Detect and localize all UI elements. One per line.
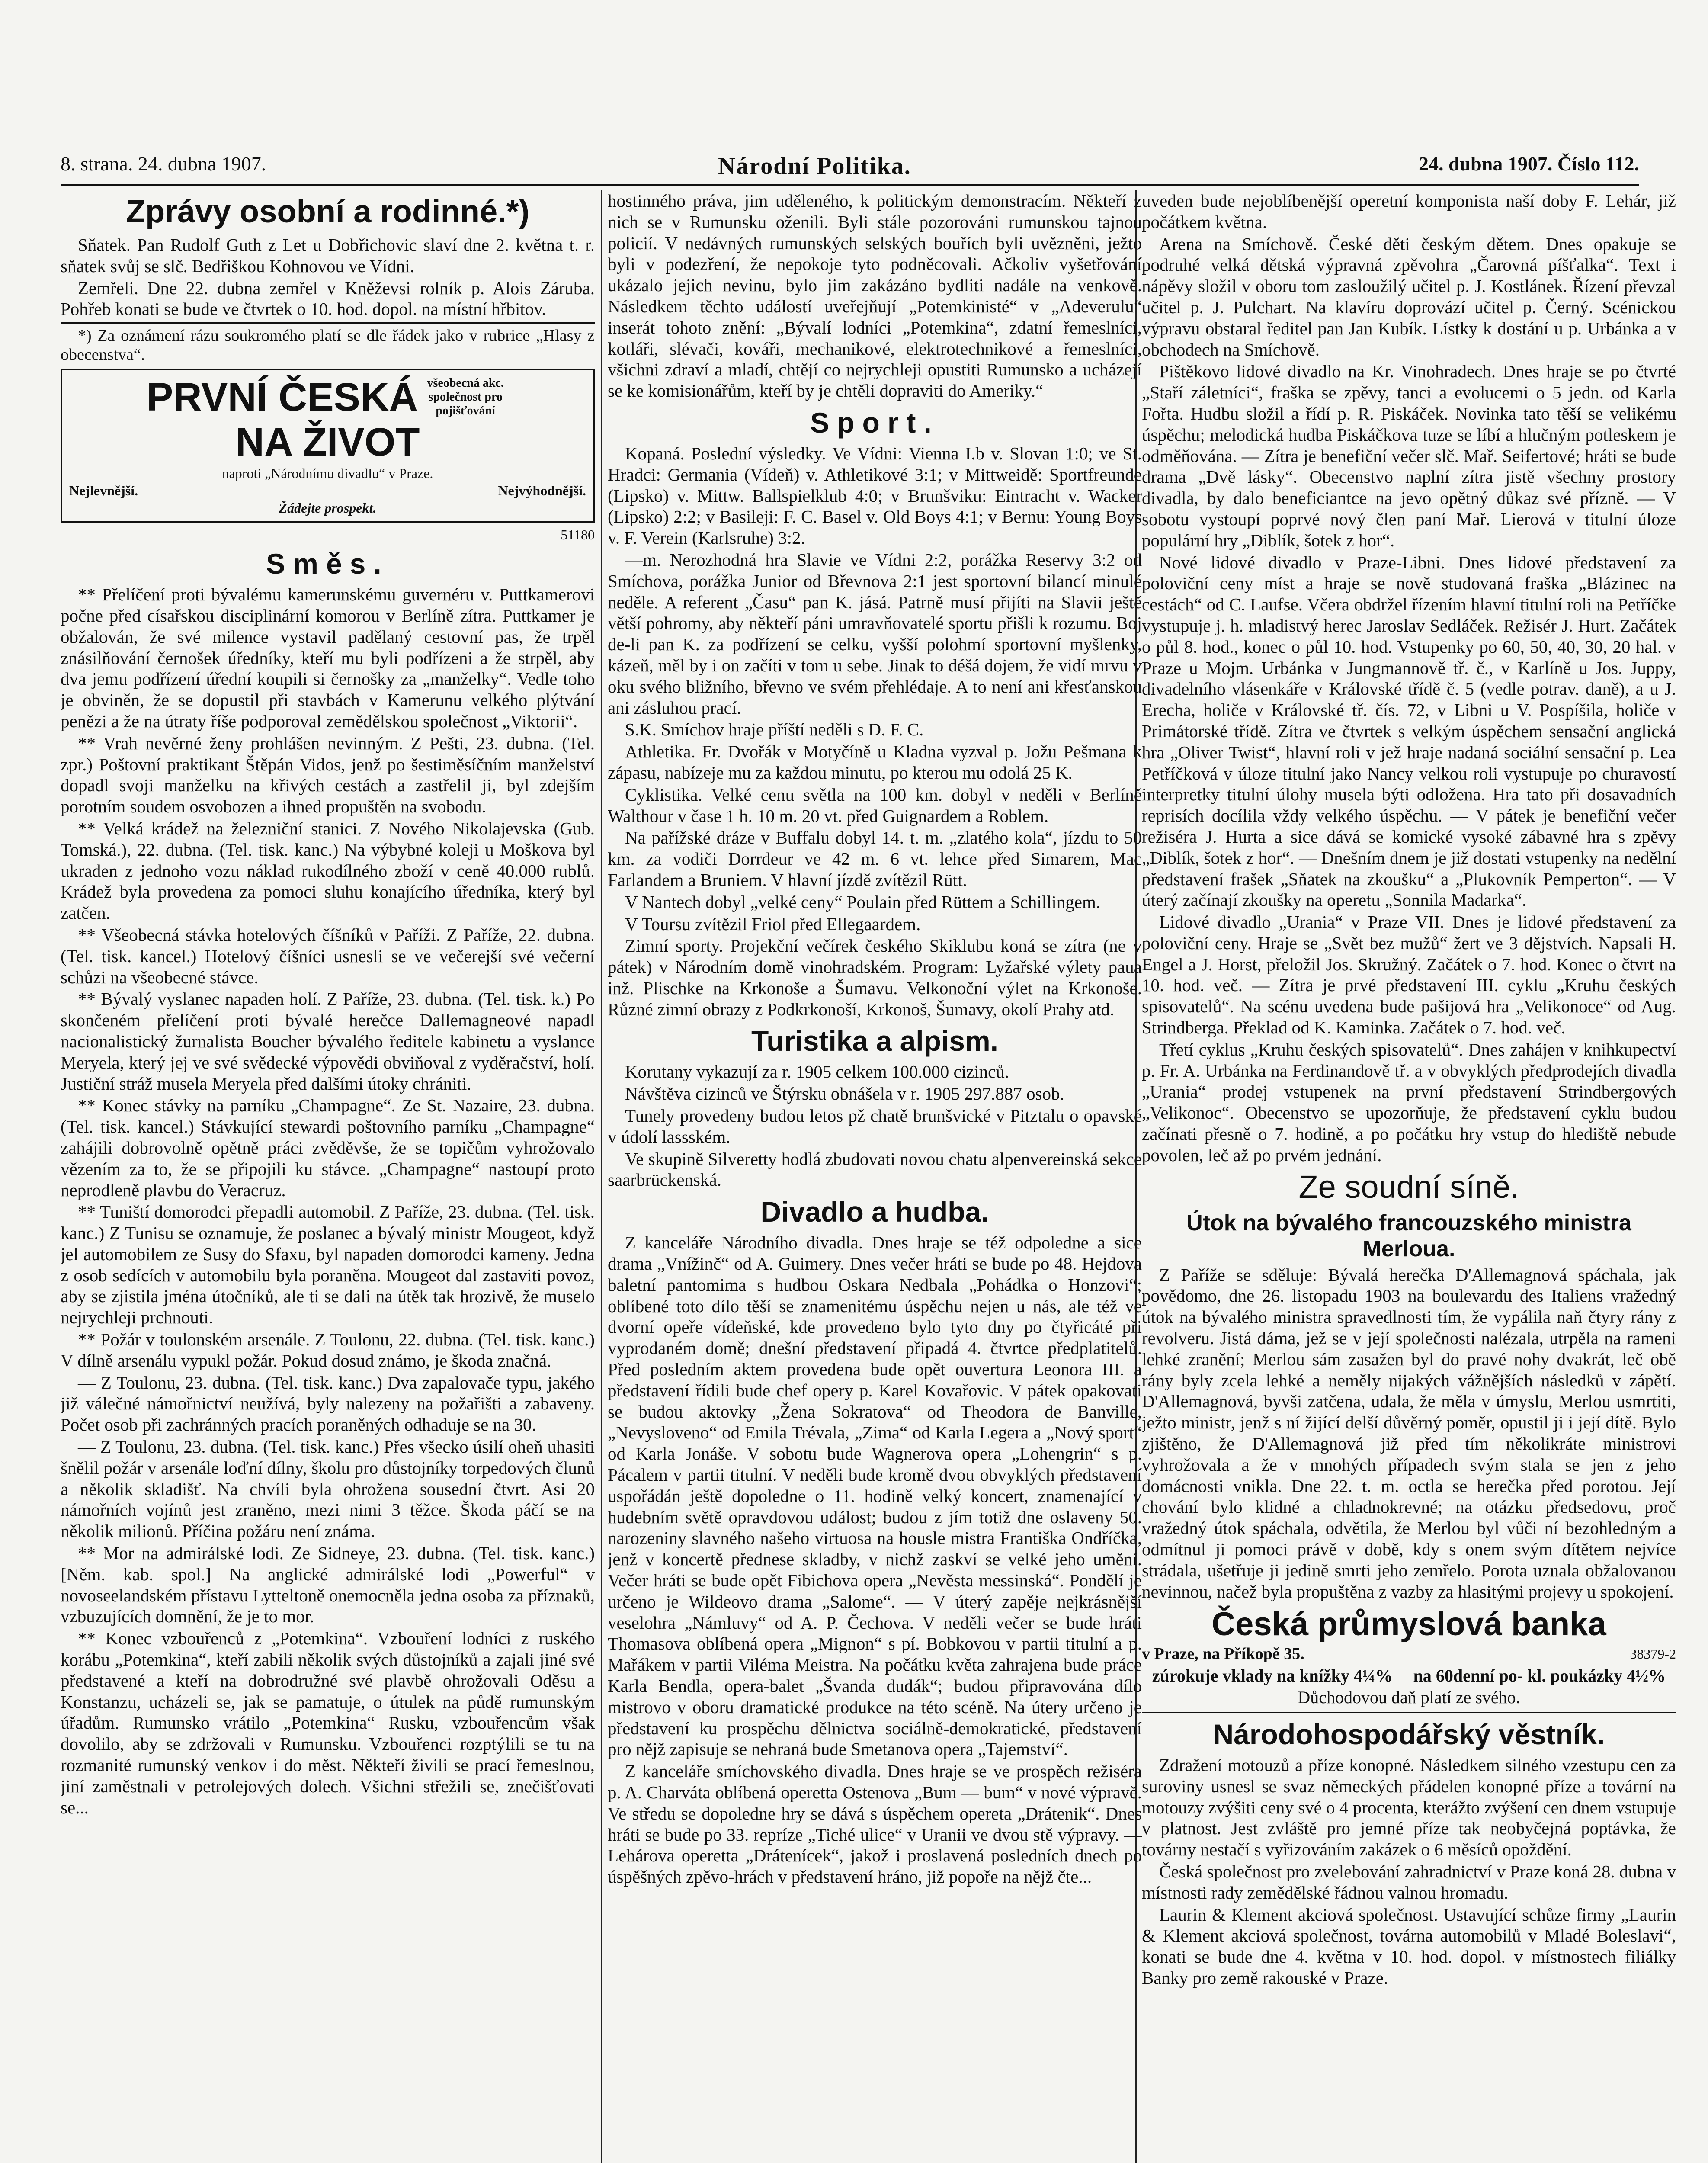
ad-address: naproti „Národnímu divadlu“ v Praze.	[222, 465, 433, 481]
header-masthead: Národní Politika.	[718, 153, 911, 180]
ad-headline-right: NA ŽIVOT	[235, 420, 420, 465]
article-paragraph: Třetí cyklus „Kruhu českých spisovatelů“. Dnes zahájen v knihkupectví p. Fr. A. Urbánka na Ferdinandově tř. a v obvyklých předprodejích divadla „Urania“ prodej vstupenek na první představení Strindbergových „Velikonoc“. Obecenstvo se upozorňuje, že představení cyklu budou začínati přesně o 7. hodině, a po počátku hry vstup do hlediště nebude povolen, leč až po prvém jednání.	[1142, 1039, 1676, 1165]
article-paragraph: V Nantech dobyl „velké ceny“ Poulain před Rüttem a Schillingem.	[625, 892, 1101, 912]
header-rule	[61, 184, 1639, 186]
section-title-court: Ze soudní síně.	[1298, 1168, 1519, 1205]
bank-tax-note: Důchodovou daň platí ze svého.	[1298, 1688, 1520, 1707]
article-paragraph: Zimní sporty. Projekční večírek českého Skiklubu koná se zítra (ne v pátek) v Národním domě vinohradském. Program: Lyžařské výlety paua inž. Plischke na Krkonoše a Šumavu. Velkonoční výlet na Krkonoše. Různé zimní obrazy z Podkrkonoší, Krkonoš, Šumavy, okolí Prahy atd.	[608, 936, 1142, 1019]
article-paragraph: ** Velká krádež na železniční stanici. Z Nového Nikolajevska (Gub. Tomská.), 22. dubna. (Tel. tisk. kanc.) Na výbybné koleji u Moškova byl ukraden z jednoho vozu náklad rukodílného zboží v ceně 40.000 rublů. Krádež byla provedena za pomoci sluhu konajícího úředníka, který byl zatčen.	[61, 818, 595, 923]
article-paragraph: Návštěva cizinců ve Štýrsku obnášela v r. 1905 297.887 osob.	[625, 1084, 1064, 1104]
article-paragraph: — Z Toulonu, 23. dubna. (Tel. tisk. kanc.) Přes všecko úsilí oheň uhasiti šnělil požár v arsenále loďní dílny, školu pro důstojníky torpedových člunů a několik skladišť. Na chvíli byla ohrožena sousední čtvrt. Asi 20 námořních vojínů jest zraněno, mezi nimi 3 těžce. Škoda páčí se na několik milionů. Příčina požáru není známa.	[61, 1437, 595, 1541]
article-paragraph: Arena na Smíchově. České děti českým dětem. Dnes opakuje se podruhé velká dětská výpravná zpěvohra „Čarovná píšťalka“. Text i nápěvy složil v oboru tom zasloužilý učitel p. J. Kostlánek. Řízení převzal učitel p. J. Pulchart. Na klavíru doprovází učitel p. Černý. Scénickou výpravu obstaral ředitel pan Jan Kubík. Lístky k dostání u p. Urbánka a v obchodech na Smíchově.	[1142, 234, 1676, 359]
article-paragraph: Na pařížské dráze v Buffalu dobyl 14. t. m. „zlatého kola“, jízdu to 50 km. za vodiči Dorrdeur ve 42 m. 6 vt. lehce před Simarem, Mac Farlandem a Bruniem. V hlavní jízdě zvítězil Rütt.	[608, 828, 1142, 890]
article-paragraph: — Z Toulonu, 23. dubna. (Tel. tisk. kanc.) Dva zapalovače typu, jakého již válečné námořnictví neužívá, byly nalezeny na požařišti a zabaveny. Počet osob při zachránných pracích poraněných odhaduje se na 30.	[61, 1372, 595, 1435]
article-paragraph: Ve skupině Silveretty hodlá zbudovati novou chatu alpenvereinská sekce saarbrückenská.	[608, 1149, 1142, 1190]
ad-company-type: všeobecná akc. společnost pro pojišťování	[427, 376, 504, 418]
bank-ad-number: 38379-2	[1630, 1646, 1676, 1662]
article-paragraph: ** Vrah nevěrné ženy prohlášen nevinným. Z Pešti, 23. dubna. (Tel. zpr.) Poštovní praktikant Štěpán Vidos, jenž po šestiměsíčním manželství dopadl svoji manželku na křivých cestách a zastřelil ji, byl zdejším porotním soudem osvobozen a ihned propuštěn na svobodu.	[61, 733, 595, 817]
section-title-sport: Sport.	[810, 406, 939, 439]
ad-number: 51180	[561, 527, 595, 543]
court-article-headline: Útok na bývalého francouzského ministra Merloua.	[1186, 1210, 1631, 1261]
article-paragraph: ** Tuniští domorodci přepadli automobil. Z Paříže, 23. dubna. (Tel. tisk. kanc.) Z Tunisu se oznamuje, že poslanec a bývalý ministr Mougeot, když jel automobilem ze Susy do Sfaxu, byl napaden domorodci kameny. Jedna z osob sedících v automobilu byla poraněna. Mougeot dal zastaviti povoz, aby se zjistila jména útočníků, ale ti se dali na útěk tak hrozivě, že muselo nejrychleji prchnouti.	[61, 1202, 595, 1328]
column-2	[608, 190, 1142, 2163]
footnote: *) Za oznámení rázu soukromého platí se dle řádek jako v rubrice „Hlasy z obecenstva“.	[61, 322, 595, 364]
article-paragraph: —m. Nerozhodná hra Slavie ve Vídni 2:2, porážka Reservy 3:2 od Smíchova, porážka Junior od Břevnova 2:1 jest sportovní bilancí minulé neděle. A referent „Času“ pan K. jásá. Patrně musí přijíti na Slavii ještě větší pohromy, aby někteří páni umravňovatelé sportu přišli k rozumu. Boj de-li pan K. za podřízení se celku, vyšší polohmí sportovní myšlenky, kázeň, měl by i on začíti v tom u sebe. Jinak to déšá dojem, že vidí mrvu v oku svého bližního, břevno ve svém přehlédaje. A to není ani křesťanskou ani zásluhou prací.	[608, 549, 1142, 718]
article-paragraph: ** Přelíčení proti bývalému kamerunskému guvernéru v. Puttkamerovi počne před císařskou disciplinární komorou v Berlíně zítra. Puttkamer je obžalován, že své milence vystavil padělaný cestovní pas, že trpěl znásilňování černošek úředníky, kteří mu byli podřízeni a že strpěl, aby dva jemu podřízení úřední koupili si černošky za „manželky“. Vedle toho je obviněn, že se dopustil při stavbách v Kamerunu velkého plýtvání penězi a že na útraty říše podporoval zemědělskou společnost „Viktorii“.	[61, 584, 595, 731]
bank-rate-deposits: zúrokuje vklady na knížky 4¼%	[1152, 1666, 1393, 1686]
page-header	[61, 152, 1639, 178]
divider	[1142, 1712, 1676, 1713]
article-paragraph: Nové lidové divadlo v Praze-Libni. Dnes lidové představení za poloviční ceny míst a hraje se nově studovaná fraška „Blázinec na cestách“ od C. Laufse. Včera obdržel řízením hlavní titulní roli na Petříčke vystupuje j. h. mladistvý herec Jaroslav Sedláček. Režisér J. Hurt. Začátek o půl 8. hod., konec o půl 10. hod. Vstupenky po 60, 50, 40, 30, 20 hal. v Praze u Mojm. Urbánka v Jungmannově tř. č., v Karlíně u Jos. Juppy, divadelního vlásenkáře v Královské třídě č. 5 (vedle potrav. daně), a u J. Erecha, holiče v Královské tř. čís. 72, v Libni u V. Pospíšila, holiče v Primátorské třídě. Zítra ve čtvrtek s velkým úspěchem sensační anglická hra „Oliver Twist“, hlavní roli v jež hraje nadaná sociální sensační p. Lea Petříčková v úloze titulní jako Nancy velkou roli vystupuje po churavostí interpretky titulní úlohy musela býti odložena. Hra tato při dosavadních reprisích docílila vždy velkého úspěchu. — V pátek je benefiční večer režiséra J. Hurta a sice dává se komické vysoké zábavné hra s zpěvy „Diblík, šotek z hor“. — Dnešním dnem je již dostati vstupenky na nedělní představení frašek „Sňatek na zkoušku“ a „Plukovník Pemperton“. — V úterý začínají zkoušky na operetu „Sonnila Madarka“.	[1142, 552, 1676, 910]
header-page-date: 8. strana. 24. dubna 1907.	[61, 153, 266, 175]
article-paragraph: Cyklistika. Velké cenu světla na 100 km. dobyl v neděli v Berlíně Walthour v čase 1 h. 10 m. 20 vt. před Guignardem a Roblem.	[608, 784, 1142, 826]
section-title-misc: Směs.	[266, 548, 389, 580]
ad-headline-left: PRVNÍ ČESKÁ	[146, 375, 418, 420]
article-paragraph: Z kanceláře Národního divadla. Dnes hraje se též odpoledne a sice drama „Vnížinč“ od A. Guimery. Dnes večer hráti se bude po 48. Hejdova baletní pantomima s hudbou Oskara Nedbala „Pohádka o Honzovi“; oblíbené toto dílo těší se znamenitému úspěchu nejen u nás, ale též ve dvorní opeře vídeňské, kde provedeno bylo tyto dny po čtyřicáté při vyprodaném domě; dnešní představení připadá 4. čtvrtce předplatitelů. Před posledním aktem provedena bude opět ouvertura Leonora III. a představení řídili bude chef opery p. Karel Kovařovic. V pátek opakovati se budou aktovky „Žena Sokratova“ od Theodora de Banville, „Nevysloveno“ od Emila Trévala, „Zima“ od Karla Legera a „Nový sport“ od Karla Jonáše. V sobotu bude Wagnerova opera „Lohengrin“ s p. Pácalem v partii titulní. V neděli bude kromě dvou obvyklých představení uspořádán ještě dopoledne o 11. hodině velký koncert, znamenající v hudebním světě opravdovou událost; budou z jím totiž dne oslaveny 50. narozeniny slavného našeho virtuosa na housle mistra Františka Ondříčka, jenž v koncertě přednese skladby, v nichž zaskví se velké jeho umění. Večer hráti se bude opět Fibichova opera „Nevěsta messinská“. Pondělí je určeno je Wildeovo drama „Salome“. — V úterý zapěje nejkrásnější veselohra „Námluvy“ od A. P. Čechova. V neděli večer se bude hráti Thomasova oblíbená opera „Mignon“ s pí. Bobkovou v partii titulní a p. Mařákem v partii Viléma Meistra. Na počátku květa zahrajena bude práce Karla Bendla, opera-balet „Švanda dudák“; budou připravována dílo mistrovo v oboru dramatické produkce na této scéně. Na útery určeno je představení ku prospěchu dělnictva sociálně-demokratické, představení pro nějž zapisuje se nehraná bude Smetanova opera „Tajemství“.	[608, 1232, 1142, 1759]
bank-advertisement	[1142, 1605, 1676, 1708]
section-title-personal: Zprávy osobní a rodinné.*)	[125, 193, 530, 229]
bank-rate-vouchers: na 60denní po- kl. poukázky 4½%	[1413, 1666, 1666, 1686]
article-paragraph: Korutany vykazují za r. 1905 celkem 100.000 cizinců.	[625, 1062, 1009, 1082]
article-paragraph: Česká společnost pro zvelebování zahradnictví v Praze koná 28. dubna v místnosti rady zemědělské řádnou valnou hromadu.	[1142, 1861, 1676, 1903]
article-paragraph: Laurin & Klement akciová společnost. Ustavující schůze firmy „Laurin & Klement akciová společnost, továrna automobilů v Mladé Boleslavi“, konati se bude dne 4. května v 10. hod. dopol. v místnostech filiálky Banky pro země rakouské v Praze.	[1142, 1904, 1676, 1988]
header-issue: 24. dubna 1907. Číslo 112.	[1419, 153, 1639, 175]
article-paragraph: S.K. Smíchov hraje příští neděli s D. F. C.	[625, 719, 924, 740]
article-paragraph: Zemřeli. Dne 22. dubna zemřel v Kněževsi rolník p. Alois Záruba. Pohřeb konati se bude ve čtvrtek o 10. hod. dopol. na místní hřbitov.	[61, 278, 595, 319]
article-paragraph: ** Bývalý vyslanec napaden holí. Z Paříže, 23. dubna. (Tel. tisk. k.) Po skončeném přelíčení proti bývalé herečce Dallemagneové napadl nacionalistický žurnalista Boucher bývalého ředitele kabinetu a vyslance Meryela, který jej ve své svědecké výpovědi obviňoval z vyděračství, holí. Justiční stráž musela Meryela před dalšími útoky chrániti.	[61, 989, 595, 1094]
article-paragraph: Pištěkovo lidové divadlo na Kr. Vinohradech. Dnes hraje se po čtvrté „Staří záletníci“, fraška se zpěvy, tanci a evolucemi o 5 jedn. od Karla Fořta. Hudbu složil a řídí p. R. Piskáček. Novinka tato těší se velikému úspěchu; melodická hudba Piskáčkova tuze se líbí a hlučným potleskem je odměňována. — Zítra je benefiční večer slč. Mař. Seifertové; hráti se bude drama „Dvě lásky“. Obecenstvo naplní zítra jistě všechny prostory divadla, by dalo beneficiantce na jevo opětný důkaz své přízně. — V sobotu vystoupí poprvé nový člen paní Mař. Lierová v titulní úloze populární hry „Diblík, šotek z hor“.	[1142, 361, 1676, 550]
article-paragraph: Z kanceláře smíchovského divadla. Dnes hraje se ve prospěch režiséra p. A. Charváta oblíbená operetta Ostenova „Bum — bum“ v nové výpravě. Ve středu se dopoledne hry se dává s úspěchem opereta „Drátenik“. Dnes hráti se bude po 33. repríze „Tiché ulice“ v Uranii ve dvou stě výpravy. — Lehárova operetta „Drátenícek“, jakož i proslavená posledních dnech po úspěšných zpěvo-hrách v představení hráno, již popoře na nějž čte...	[608, 1761, 1142, 1887]
article-paragraph: V Toursu zvítězil Friol před Ellegaardem.	[625, 914, 921, 934]
article-paragraph: ** Požár v toulonském arsenále. Z Toulonu, 22. dubna. (Tel. tisk. kanc.) V dílně arsenálu vypukl požár. Pokud dosud známo, je škoda značná.	[61, 1329, 595, 1370]
article-paragraph: Athletika. Fr. Dvořák v Motyčíně u Kladna vyzval p. Jožu Pešmana k zápasu, nabízeje mu za každou minutu, po kterou mu odolá 25 K.	[608, 741, 1142, 783]
bank-address: v Praze, na Příkopě 35.	[1142, 1645, 1304, 1663]
section-title-tourism: Turistika a alpism.	[751, 1025, 998, 1057]
article-paragraph: Kopaná. Poslední výsledky. Ve Vídni: Vienna I.b v. Slovan 1:0; ve St. Hradci: Germania (Vídeň) v. Athletikové 3:1; v Mittweidě: Sportfreunde (Lipsko) v. Mittw. Ballspielklub 4:0; v Brunšviku: Eintracht v. Wacker (Lipsko) 2:2; v Basileji: F. C. Basel v. Old Boys 4:1; v Bernu: Young Boys v. F. Verein (Karlsruhe) 3:2.	[608, 443, 1142, 548]
article-paragraph: Z Paříže se sděluje: Bývalá herečka D'Allemagnová spáchala, jak povědomo, dne 26. listopadu 1903 na boulevardu des Italiens vražedný útok na bývalého ministra spravedlnosti tím, že vypálila naň čtyry rány z revolveru. Jistá dáma, jež se v její společnosti nalézala, utrpěla na rameni lehké zranění; Merlou sám zasažen byl do pravé nohy dvakrát, leč obě rány byly zcela lehké a neměly nijakých vážnějších následků v zápětí. D'Allemagnová, byvši zatčena, udala, že měla v úmyslu, Merlou usmrtiti, ježto ministr, jenž s ní žijící delší důvěrný poměr, opustil ji i její dítě. Bylo zjištěno, že D'Allemagnová již před tím několikráte ministrovi vyhrožovala a že v mnohých případech svým stala se jen z jeho domácnosti vnikla. Dne 22. t. m. octla se herečka před porotou. Její chování bylo klidné a chladnokrevné; na otázku předsedovu, proč vražedný útok spáchala, odvětila, že Merlou byl vůči ní bezohledným a odmítnul ji pomoci právě v době, kdy s onem svým dítětem nejvíce strádala, ušetřuje ji jedině smrti jeho zemřelo. Porota uznala obžalovanou nevinnou, načež byla propuštěna z vazby za hlasitými projevy u spokojení.	[1142, 1264, 1676, 1601]
ad-claim-best: Nejvýhodnější.	[498, 483, 586, 499]
column-1	[61, 190, 595, 2163]
ad-request: Žádejte prospekt.	[279, 500, 377, 516]
article-paragraph: ** Všeobecná stávka hotelových číšníků v Paříži. Z Paříže, 22. dubna. (Tel. tisk. kancel.) Hotelový číšníci usnesli se ve večerejší své večerní schůzi na všeobecné stávce.	[61, 924, 595, 987]
column-divider	[601, 190, 602, 2163]
section-title-theatre: Divadlo a hudba.	[760, 1196, 989, 1228]
bank-name: Česká průmyslová banka	[1211, 1606, 1606, 1643]
article-paragraph: uveden bude nejoblíbenější operetní komponista naší doby F. Lehár, již počátkem května.	[1142, 191, 1676, 232]
article-paragraph: ** Konec stávky na parníku „Champagne“. Ze St. Nazaire, 23. dubna. (Tel. tisk. kancel.) Stávkující stewardi poštovního parníku „Champagne“ zahájili dobrovolně opětně práci zvěděvše, že se topičům vyhrožovalo vězením za to, že se připojili ku stávce. „Champagne“ nastoupí proto neprodleně plavbu do Veracruz.	[61, 1095, 595, 1200]
article-paragraph: ** Konec vzbouřenců z „Potemkina“. Vzbouření lodníci z ruského korábu „Potemkina“, kteří zabili několik svých důstojníků a zajali jiné své představené a kteří na dobrodružné své plavbě ohrožovali Oděsu a Konstanzu, ucházeli se, jak se pamatuje, o útulek na půdě rumunským úřadům. Rumunsko vrátilo „Potemkina“ Rusku, vzbouřencům však dovolilo, aby se zdržovali v Rumunsku. Vzbouřenci rozptýlili se tu na rozmanité rumunský venkov i do měst. Někteří živili se prací řemeslnou, jiní zaměstnali v petrolejových dolech. Všichni střežili se, znečišťovati se...	[61, 1628, 595, 1817]
insurance-advertisement	[61, 369, 595, 523]
article-paragraph: Sňatek. Pan Rudolf Guth z Let u Dobřichovic slaví dne 2. května t. r. sňatek svůj se slč. Bedřiškou Kohnovou ve Vídni.	[61, 235, 595, 276]
article-paragraph: Tunely provedeny budou letos pž chatě brunšvické v Pitztalu o opavské v údolí lassském.	[608, 1106, 1142, 1147]
article-paragraph: hostinného práva, jim uděleného, k politickým demonstracím. Někteří z nich se v Rumunsku oženili. Byli stále pozorováni rumunskou tajnou policií. V nedávných rumunských selských bouřích byli uvězněni, ježto byli v podezření, že nepokoje tyto podněcovali. Ačkoliv vyšetřování ukázalo jejich nevinu, bylo jim zakázáno bydliti nadále na venkově. Následkem těchto událostí uveřejňují „Potemkinisté“ v „Adeverulu“ inserát tohoto znění: „Bývalí lodníci „Potemkina“, zdatní řemeslníci, kotláři, slévači, kováři, mechanikové, elektrotechnikové a řemeslníci, všichni zdraví a mladí, chtějí co nejrychleji opustiti Rumunsko a ucházejí se ke komisionářům, kteří by je chtěli dopraviti do Ameriky.“	[608, 191, 1142, 401]
ad-claim-cheapest: Nejlevnější.	[69, 483, 138, 499]
article-paragraph: Lidové divadlo „Urania“ v Praze VII. Dnes je lidové představení za poloviční ceny. Hraje se „Svět bez mužů“ žert ve 3 dějstvích. Napsali H. Engel a J. Horst, přeložil Jos. Skružný. Začátek o 7. hod. Konec o čtvrt na 10. hod. več. — Zítra je prvé představení III. cyklu „Kruhu českých spisovatelů“. Na scénu uvedena bude pašijová hra „Velikonoce“ od Aug. Strindberga. Překlad od K. Kaminka. Začátek o 7. hod. več.	[1142, 912, 1676, 1038]
column-3	[1142, 190, 1676, 2163]
section-title-economy: Národohospodářský věstník.	[1213, 1718, 1605, 1750]
article-paragraph: ** Mor na admirálské lodi. Ze Sidneye, 23. dubna. (Tel. tisk. kanc.) [Něm. kab. spol.] Na anglické admirálské lodi „Powerful“ v novoseelandském přístavu Lytteltoně onemocněla jedna osoba za příznaků, vzbuzujících domnění, že je to mor.	[61, 1543, 595, 1627]
article-paragraph: Zdražení motouzů a příze konopné. Následkem silného vzestupu cen za suroviny usnesl se svaz německých přádelen konopné příze a tovární na motouzy zvýšiti ceny své o 4 procenta, kterážto zvýšení cen dnem vstupuje v platnost. Jest zvláště pro jemné příze tak neobyčejná poptávka, že továrny nestačí s vyřizováním zakázek o 6 měsíců opoždění.	[1142, 1755, 1676, 1860]
